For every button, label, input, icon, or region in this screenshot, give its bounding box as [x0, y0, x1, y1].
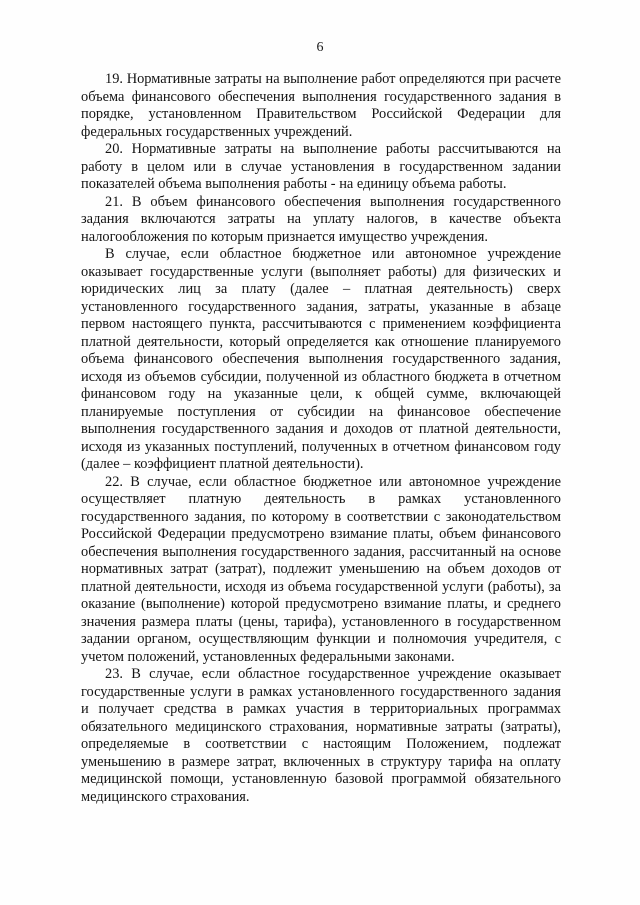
- paragraph-21-paid-activity: В случае, если областное бюджетное или автономное учреждение оказывает государственные услуги (выполняет работы) для физических и юридических лиц за плату (далее – платная деятельность) сверх установленного государственного задания, затраты, указанные в абзаце первом настоящего пункта, рассчитываются с применением коэффициента платной деятельности, который определяется как отношение планируемого объема финансового обеспечения выполнения государственного задания, исходя из объемов субсидии, полученной из областного бюджета в отчетном финансовом году на указанные цели, к общей сумме, включающей планируемые поступления от субсидии на финансовое обеспечение выполнения государственного задания и доходов от платной деятельности, исходя из указанных поступлений, полученных в отчетном финансовом году (далее – коэффициент платной деятельности).: [81, 246, 561, 472]
- paragraph-19: 19. Нормативные затраты на выполнение работ определяются при расчете объема финансового обеспечения выполнения государственного задания в порядке, установленном Правительством Российской Федерации для федеральных государственных учреждений.: [81, 71, 561, 140]
- paragraph-23: 23. В случае, если областное государственное учреждение оказывает государственные услуги в рамках установленного государственного задания и получает средства в рамках участия в территориальных программах обязательного медицинского страхования, нормативные затраты (затраты), определяемые в соответствии с настоящим Положением, подлежат уменьшению в размере затрат, включенных в структуру тарифа на оплату медицинской помощи, установленную базовой программой обязательного медицинского страхования.: [81, 666, 561, 805]
- document-body: [81, 71, 561, 806]
- paragraph-20: 20. Нормативные затраты на выполнение работы рассчитываются на работу в целом или в случае установления в государственном задании показателей объема выполнения работы - на единицу объема работы.: [81, 141, 561, 192]
- paragraph-22: 22. В случае, если областное бюджетное или автономное учреждение осуществляет платную деятельность в рамках установленного государственного задания, по которому в соответствии с законодательством Российской Федерации предусмотрено взимание платы, объем финансового обеспечения выполнения государственного задания, рассчитанный на основе нормативных затрат (затрат), подлежит уменьшению на объем доходов от платной деятельности, исходя из объема государственной услуги (работы), за оказание (выполнение) которой предусмотрено взимание платы, и среднего значения размера платы (цены, тарифа), установленного в государственном задании органом, осуществляющим функции и полномочия учредителя, с учетом положений, установленных федеральными законами.: [81, 473, 561, 665]
- paragraph-21: 21. В объем финансового обеспечения выполнения государственного задания включаются затраты на уплату налогов, в качестве объекта налогообложения по которым признается имущество учреждения.: [81, 193, 561, 245]
- page-number: 6: [316, 40, 324, 55]
